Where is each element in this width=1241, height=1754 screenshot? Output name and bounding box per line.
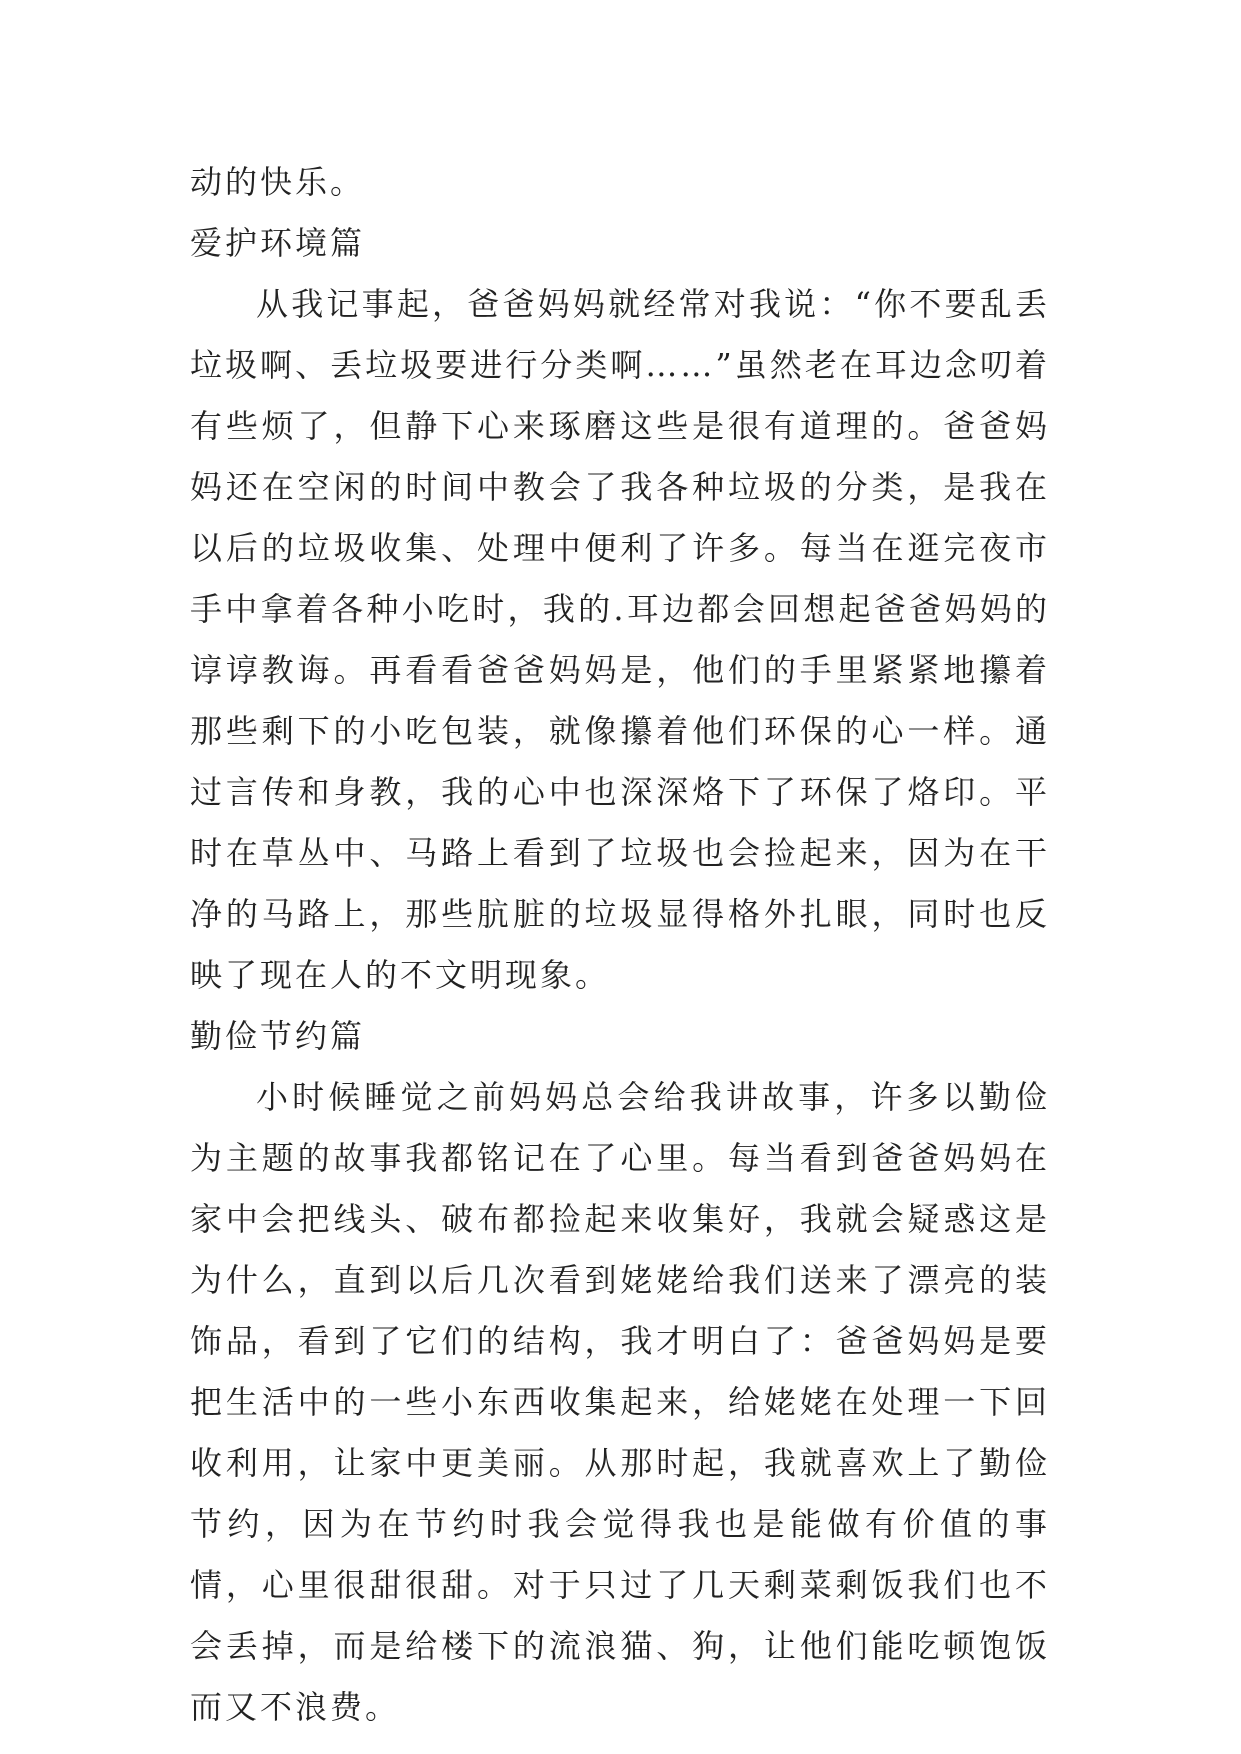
section-heading-thrift: 勤俭节约篇 [190,1017,366,1055]
paragraph-environment: 从我记事起，爸爸妈妈就经常对我说：“你不要乱丢垃圾啊、丢垃圾要进行分类啊……”虽然老在耳边念叨着有些烦了，但静下心来琢磨这些是很有道理的。爸爸妈妈还在空闲的时间中教会了我各种垃圾的分类，是我在以后的垃圾收集、处理中便利了许多。每当在逛完夜市手中拿着各种小吃时，我的.耳边都会回想起爸爸妈妈的谆谆教诲。再看看爸爸妈妈是，他们的手里紧紧地攥着那些剩下的小吃包装，就像攥着他们环保的心一样。通过言传和身教，我的心中也深深烙下了环保了烙印。平时在草丛中、马路上看到了垃圾也会捡起来，因为在干净的马路上，那些肮脏的垃圾显得格外扎眼，同时也反映了现在人的不文明现象。 [190,285,1050,994]
section-heading-environment: 爱护环境篇 [190,224,366,262]
paragraph-thrift: 小时候睡觉之前妈妈总会给我讲故事，许多以勤俭为主题的故事我都铭记在了心里。每当看到爸爸妈妈在家中会把线头、破布都捡起来收集好，我就会疑惑这是为什么，直到以后几次看到姥姥给我们送来了漂亮的装饰品，看到了它们的结构，我才明白了：爸爸妈妈是要把生活中的一些小东西收集起来，给姥姥在处理一下回收利用，让家中更美丽。从那时起，我就喜欢上了勤俭节约，因为在节约时我会觉得我也是能做有价值的事情，心里很甜很甜。对于只过了几天剩菜剩饭我们也不会丢掉，而是给楼下的流浪猫、狗，让他们能吃顿饱饭而又不浪费。 [190,1078,1050,1726]
document-body [190,152,1050,1738]
paragraph-continuation: 动的快乐。 [190,163,366,201]
